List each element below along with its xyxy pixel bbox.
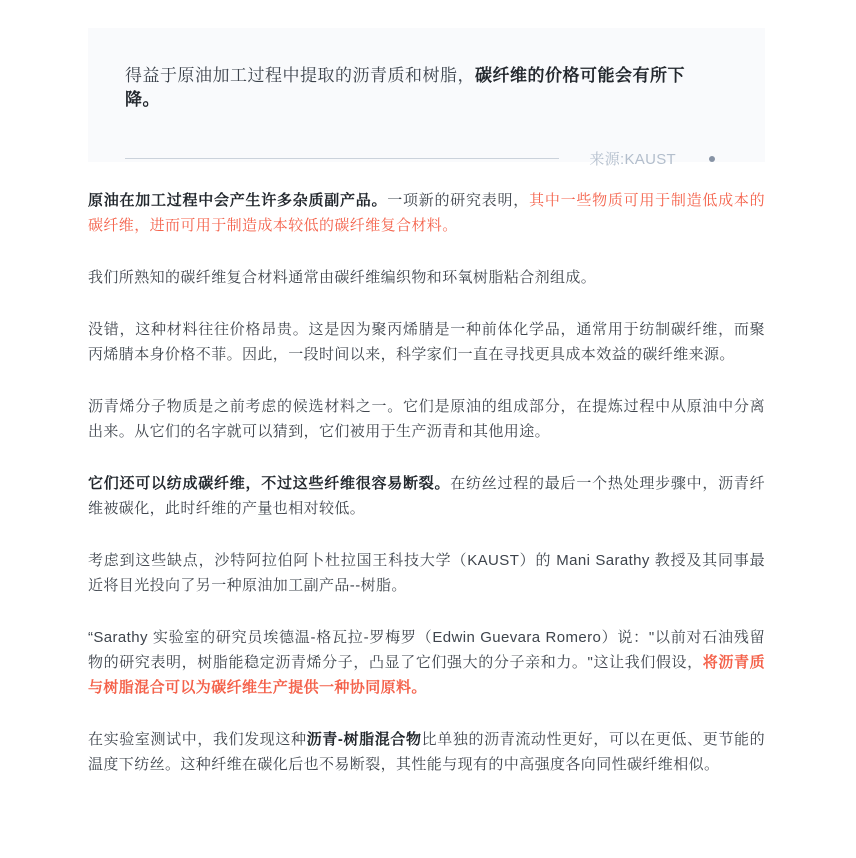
article-paragraph (88, 548, 765, 598)
article-body (88, 188, 765, 777)
article-paragraph (88, 317, 765, 367)
article-paragraph (88, 394, 765, 444)
text-segment: 沥青-树脂混合物 (306, 731, 422, 748)
text-segment: “Sarathy 实验室的研究员埃德温-格瓦拉-罗梅罗（Edwin Guevara Romero）说："以前对石油残留物的研究表明，树脂能稳定沥青烯分子，凸显了它们强大的分子亲和力。"这让我们假设， (88, 629, 765, 671)
text-segment: 我们所熟知的碳纤维复合材料通常由碳纤维编织物和环氧树脂粘合剂组成。 (88, 269, 597, 286)
text-segment: 没错，这种材料往往价格昂贵。这是因为聚丙烯腈是一种前体化学品，通常用于纺制碳纤维，而聚丙烯腈本身价格不菲。因此，一段时间以来，科学家们一直在寻找更具成本效益的碳纤维来源。 (88, 321, 765, 363)
text-segment: 在纺丝过程的最后一个热处理步骤中，沥青纤维被碳化，此时纤维的产量也相对较低。 (88, 475, 765, 517)
hero-caption-card (88, 28, 765, 168)
text-segment: 考虑到这些缺点，沙特阿拉伯阿卜杜拉国王科技大学（KAUST）的 Mani Sarathy 教授及其同事最近将目光投向了另一种原油加工副产品--树脂。 (88, 552, 765, 594)
text-segment: 沥青烯分子物质是之前考虑的候选材料之一。它们是原油的组成部分，在提炼过程中从原油中分离出来。从它们的名字就可以猜到，它们被用于生产沥青和其他用途。 (88, 398, 765, 440)
text-segment: 原油在加工过程中会产生许多杂质副产品。 (88, 192, 388, 209)
source-label: 来源:KAUST (589, 151, 676, 168)
divider-line (125, 158, 559, 159)
article-paragraph (88, 471, 765, 521)
text-segment: 它们还可以纺成碳纤维，不过这些纤维很容易断裂。 (88, 475, 451, 492)
text-segment: 碳纤维的价格可能会有所下降。 (125, 66, 685, 109)
text-segment: 其中一些物质可用于制造低成本的碳纤维，进而可用于制造成本较低的碳纤维复合材料。 (88, 192, 765, 234)
source-row (125, 148, 715, 169)
article-page (0, 28, 856, 858)
text-segment: 在实验室测试中，我们发现这种 (88, 731, 307, 748)
text-segment: 将沥青质与树脂混合可以为碳纤维生产提供一种协同原料。 (88, 654, 765, 696)
hero-caption (125, 64, 715, 112)
article-paragraph (88, 188, 765, 238)
text-segment: 比单独的沥青流动性更好，可以在更低、更节能的温度下纺丝。这种纤维在碳化后也不易断裂，其性能与现有的中高强度各向同性碳纤维相似。 (88, 731, 765, 773)
article-paragraph (88, 625, 765, 700)
article-paragraph (88, 727, 765, 777)
text-segment: 得益于原油加工过程中提取的沥青质和树脂， (125, 66, 475, 85)
bullet-dot-icon (709, 156, 715, 162)
text-segment: 一项新的研究表明， (387, 192, 530, 209)
article-paragraph (88, 265, 765, 290)
